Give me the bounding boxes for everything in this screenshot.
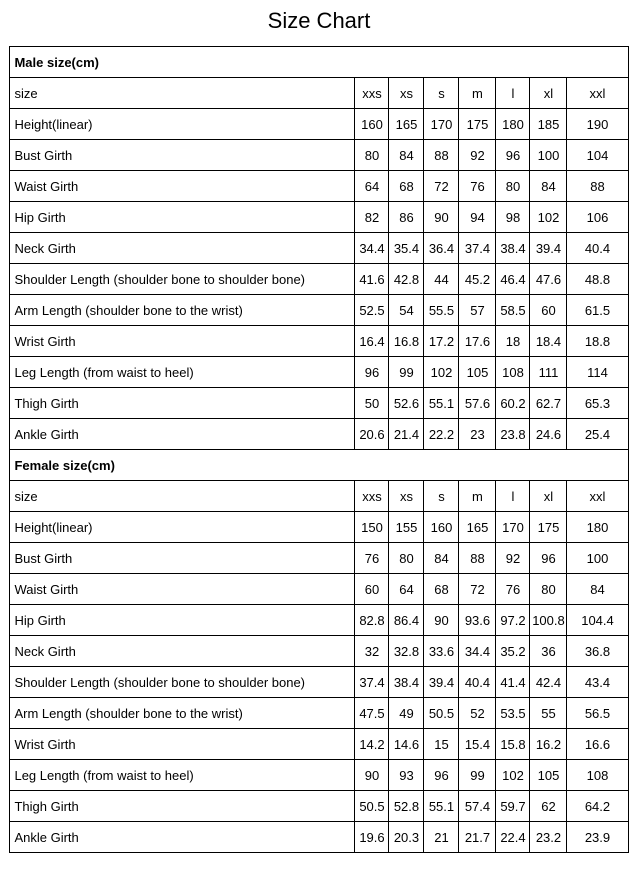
table-row xyxy=(10,543,628,574)
page-title: Size Chart xyxy=(267,8,371,33)
value-cell: 16.4 xyxy=(355,326,389,357)
row-label: Bust Girth xyxy=(10,140,355,171)
value-cell: 105 xyxy=(530,760,567,791)
value-cell: 17.6 xyxy=(459,326,496,357)
row-label: Height(linear) xyxy=(10,512,355,543)
value-cell: 39.4 xyxy=(424,667,459,698)
value-cell: 62 xyxy=(530,791,567,822)
value-cell: 170 xyxy=(496,512,530,543)
row-label: Waist Girth xyxy=(10,574,355,605)
column-header-row xyxy=(10,78,628,109)
value-cell: 90 xyxy=(355,760,389,791)
value-cell: 16.6 xyxy=(567,729,628,760)
column-header-cell: s xyxy=(424,481,459,512)
value-cell: 86 xyxy=(389,202,424,233)
column-header-cell: m xyxy=(459,78,496,109)
row-label: Thigh Girth xyxy=(10,791,355,822)
value-cell: 22.2 xyxy=(424,419,459,450)
value-cell: 55 xyxy=(530,698,567,729)
value-cell: 86.4 xyxy=(389,605,424,636)
size-label-cell: size xyxy=(10,78,355,109)
row-label: Wrist Girth xyxy=(10,729,355,760)
value-cell: 37.4 xyxy=(459,233,496,264)
value-cell: 14.6 xyxy=(389,729,424,760)
value-cell: 20.3 xyxy=(389,822,424,853)
value-cell: 60 xyxy=(530,295,567,326)
value-cell: 15 xyxy=(424,729,459,760)
column-header-cell: l xyxy=(496,481,530,512)
value-cell: 90 xyxy=(424,202,459,233)
size-label-cell: size xyxy=(10,481,355,512)
value-cell: 175 xyxy=(459,109,496,140)
value-cell: 19.6 xyxy=(355,822,389,853)
value-cell: 22.4 xyxy=(496,822,530,853)
value-cell: 56.5 xyxy=(567,698,628,729)
table-row xyxy=(10,388,628,419)
value-cell: 43.4 xyxy=(567,667,628,698)
value-cell: 37.4 xyxy=(355,667,389,698)
value-cell: 96 xyxy=(496,140,530,171)
row-label: Arm Length (shoulder bone to the wrist) xyxy=(10,698,355,729)
value-cell: 23.8 xyxy=(496,419,530,450)
value-cell: 47.5 xyxy=(355,698,389,729)
value-cell: 88 xyxy=(424,140,459,171)
value-cell: 23 xyxy=(459,419,496,450)
value-cell: 50.5 xyxy=(355,791,389,822)
value-cell: 93 xyxy=(389,760,424,791)
page xyxy=(0,8,638,853)
value-cell: 80 xyxy=(355,140,389,171)
value-cell: 21 xyxy=(424,822,459,853)
value-cell: 160 xyxy=(355,109,389,140)
value-cell: 36 xyxy=(530,636,567,667)
table-row xyxy=(10,233,628,264)
value-cell: 93.6 xyxy=(459,605,496,636)
row-label: Wrist Girth xyxy=(10,326,355,357)
value-cell: 53.5 xyxy=(496,698,530,729)
column-header-cell: xxl xyxy=(567,78,628,109)
value-cell: 41.6 xyxy=(355,264,389,295)
column-header-cell: xxs xyxy=(355,78,389,109)
column-header-cell: xxl xyxy=(567,481,628,512)
value-cell: 64 xyxy=(355,171,389,202)
row-label: Leg Length (from waist to heel) xyxy=(10,760,355,791)
value-cell: 84 xyxy=(424,543,459,574)
value-cell: 52.5 xyxy=(355,295,389,326)
column-header-cell: s xyxy=(424,78,459,109)
value-cell: 60 xyxy=(355,574,389,605)
value-cell: 96 xyxy=(530,543,567,574)
column-header-cell: xs xyxy=(389,78,424,109)
value-cell: 18.4 xyxy=(530,326,567,357)
value-cell: 99 xyxy=(459,760,496,791)
section-title: Female size(cm) xyxy=(10,450,628,481)
value-cell: 64 xyxy=(389,574,424,605)
value-cell: 45.2 xyxy=(459,264,496,295)
value-cell: 80 xyxy=(530,574,567,605)
value-cell: 80 xyxy=(496,171,530,202)
value-cell: 25.4 xyxy=(567,419,628,450)
table-row xyxy=(10,264,628,295)
column-header-cell: m xyxy=(459,481,496,512)
table-row xyxy=(10,171,628,202)
value-cell: 36.4 xyxy=(424,233,459,264)
value-cell: 50.5 xyxy=(424,698,459,729)
row-label: Thigh Girth xyxy=(10,388,355,419)
value-cell: 104 xyxy=(567,140,628,171)
value-cell: 88 xyxy=(567,171,628,202)
table-row xyxy=(10,140,628,171)
value-cell: 92 xyxy=(496,543,530,574)
value-cell: 100 xyxy=(530,140,567,171)
value-cell: 96 xyxy=(355,357,389,388)
row-label: Height(linear) xyxy=(10,109,355,140)
value-cell: 82 xyxy=(355,202,389,233)
value-cell: 18.8 xyxy=(567,326,628,357)
value-cell: 72 xyxy=(459,574,496,605)
value-cell: 16.8 xyxy=(389,326,424,357)
value-cell: 55.1 xyxy=(424,791,459,822)
value-cell: 23.9 xyxy=(567,822,628,853)
value-cell: 48.8 xyxy=(567,264,628,295)
value-cell: 47.6 xyxy=(530,264,567,295)
value-cell: 46.4 xyxy=(496,264,530,295)
value-cell: 57.4 xyxy=(459,791,496,822)
value-cell: 76 xyxy=(496,574,530,605)
value-cell: 41.4 xyxy=(496,667,530,698)
value-cell: 104.4 xyxy=(567,605,628,636)
value-cell: 50 xyxy=(355,388,389,419)
row-label: Leg Length (from waist to heel) xyxy=(10,357,355,388)
table-row xyxy=(10,667,628,698)
column-header-row xyxy=(10,481,628,512)
value-cell: 23.2 xyxy=(530,822,567,853)
value-cell: 42.4 xyxy=(530,667,567,698)
table-row xyxy=(10,109,628,140)
section-header-row xyxy=(10,47,628,78)
value-cell: 84 xyxy=(567,574,628,605)
value-cell: 165 xyxy=(459,512,496,543)
value-cell: 108 xyxy=(567,760,628,791)
row-label: Arm Length (shoulder bone to the wrist) xyxy=(10,295,355,326)
value-cell: 55.1 xyxy=(424,388,459,419)
value-cell: 35.2 xyxy=(496,636,530,667)
row-label: Waist Girth xyxy=(10,171,355,202)
value-cell: 52 xyxy=(459,698,496,729)
value-cell: 105 xyxy=(459,357,496,388)
value-cell: 65.3 xyxy=(567,388,628,419)
table-row xyxy=(10,822,628,853)
table-row xyxy=(10,760,628,791)
value-cell: 52.6 xyxy=(389,388,424,419)
value-cell: 38.4 xyxy=(389,667,424,698)
value-cell: 34.4 xyxy=(355,233,389,264)
value-cell: 100.8 xyxy=(530,605,567,636)
table-row xyxy=(10,202,628,233)
value-cell: 76 xyxy=(355,543,389,574)
column-header-cell: xs xyxy=(389,481,424,512)
value-cell: 180 xyxy=(496,109,530,140)
value-cell: 18 xyxy=(496,326,530,357)
value-cell: 44 xyxy=(424,264,459,295)
row-label: Ankle Girth xyxy=(10,419,355,450)
value-cell: 96 xyxy=(424,760,459,791)
column-header-cell: xxs xyxy=(355,481,389,512)
value-cell: 34.4 xyxy=(459,636,496,667)
size-chart-table-body xyxy=(10,47,628,853)
value-cell: 36.8 xyxy=(567,636,628,667)
value-cell: 14.2 xyxy=(355,729,389,760)
value-cell: 82.8 xyxy=(355,605,389,636)
value-cell: 21.4 xyxy=(389,419,424,450)
size-chart-table xyxy=(9,46,628,853)
table-row xyxy=(10,636,628,667)
value-cell: 33.6 xyxy=(424,636,459,667)
value-cell: 111 xyxy=(530,357,567,388)
row-label: Ankle Girth xyxy=(10,822,355,853)
row-label: Neck Girth xyxy=(10,636,355,667)
value-cell: 68 xyxy=(389,171,424,202)
value-cell: 102 xyxy=(496,760,530,791)
value-cell: 97.2 xyxy=(496,605,530,636)
value-cell: 84 xyxy=(389,140,424,171)
table-row xyxy=(10,295,628,326)
value-cell: 55.5 xyxy=(424,295,459,326)
column-header-cell: xl xyxy=(530,78,567,109)
value-cell: 108 xyxy=(496,357,530,388)
value-cell: 40.4 xyxy=(459,667,496,698)
table-row xyxy=(10,791,628,822)
value-cell: 175 xyxy=(530,512,567,543)
table-row xyxy=(10,698,628,729)
section-title: Male size(cm) xyxy=(10,47,628,78)
value-cell: 76 xyxy=(459,171,496,202)
section-header-row xyxy=(10,450,628,481)
value-cell: 16.2 xyxy=(530,729,567,760)
table-row xyxy=(10,419,628,450)
value-cell: 114 xyxy=(567,357,628,388)
value-cell: 54 xyxy=(389,295,424,326)
value-cell: 90 xyxy=(424,605,459,636)
value-cell: 52.8 xyxy=(389,791,424,822)
value-cell: 165 xyxy=(389,109,424,140)
value-cell: 102 xyxy=(530,202,567,233)
value-cell: 88 xyxy=(459,543,496,574)
value-cell: 21.7 xyxy=(459,822,496,853)
row-label: Hip Girth xyxy=(10,202,355,233)
row-label: Neck Girth xyxy=(10,233,355,264)
value-cell: 60.2 xyxy=(496,388,530,419)
value-cell: 32.8 xyxy=(389,636,424,667)
table-row xyxy=(10,605,628,636)
value-cell: 58.5 xyxy=(496,295,530,326)
value-cell: 15.4 xyxy=(459,729,496,760)
value-cell: 99 xyxy=(389,357,424,388)
table-row xyxy=(10,512,628,543)
value-cell: 150 xyxy=(355,512,389,543)
value-cell: 94 xyxy=(459,202,496,233)
value-cell: 15.8 xyxy=(496,729,530,760)
value-cell: 57.6 xyxy=(459,388,496,419)
value-cell: 80 xyxy=(389,543,424,574)
value-cell: 61.5 xyxy=(567,295,628,326)
value-cell: 42.8 xyxy=(389,264,424,295)
value-cell: 17.2 xyxy=(424,326,459,357)
value-cell: 160 xyxy=(424,512,459,543)
table-row xyxy=(10,357,628,388)
value-cell: 20.6 xyxy=(355,419,389,450)
value-cell: 49 xyxy=(389,698,424,729)
column-header-cell: xl xyxy=(530,481,567,512)
value-cell: 106 xyxy=(567,202,628,233)
value-cell: 180 xyxy=(567,512,628,543)
row-label: Hip Girth xyxy=(10,605,355,636)
value-cell: 84 xyxy=(530,171,567,202)
column-header-cell: l xyxy=(496,78,530,109)
table-row xyxy=(10,326,628,357)
value-cell: 64.2 xyxy=(567,791,628,822)
table-row xyxy=(10,574,628,605)
value-cell: 92 xyxy=(459,140,496,171)
value-cell: 185 xyxy=(530,109,567,140)
value-cell: 24.6 xyxy=(530,419,567,450)
value-cell: 40.4 xyxy=(567,233,628,264)
value-cell: 72 xyxy=(424,171,459,202)
value-cell: 190 xyxy=(567,109,628,140)
value-cell: 68 xyxy=(424,574,459,605)
value-cell: 35.4 xyxy=(389,233,424,264)
row-label: Shoulder Length (shoulder bone to shoulder bone) xyxy=(10,667,355,698)
value-cell: 155 xyxy=(389,512,424,543)
value-cell: 102 xyxy=(424,357,459,388)
value-cell: 57 xyxy=(459,295,496,326)
value-cell: 32 xyxy=(355,636,389,667)
row-label: Shoulder Length (shoulder bone to shoulder bone) xyxy=(10,264,355,295)
value-cell: 100 xyxy=(567,543,628,574)
value-cell: 62.7 xyxy=(530,388,567,419)
value-cell: 98 xyxy=(496,202,530,233)
table-row xyxy=(10,729,628,760)
row-label: Bust Girth xyxy=(10,543,355,574)
value-cell: 38.4 xyxy=(496,233,530,264)
value-cell: 59.7 xyxy=(496,791,530,822)
value-cell: 39.4 xyxy=(530,233,567,264)
value-cell: 170 xyxy=(424,109,459,140)
